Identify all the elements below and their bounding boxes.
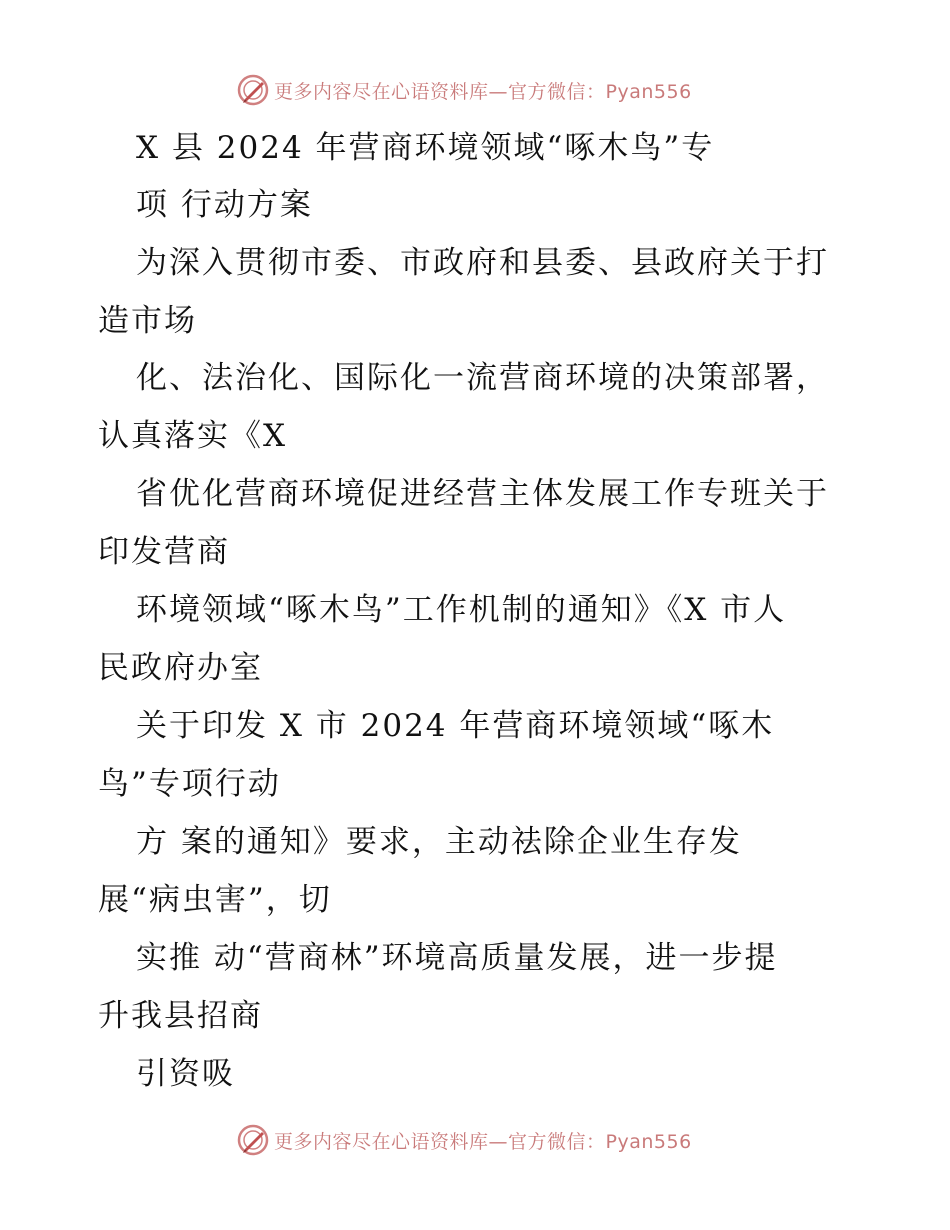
pen-logo-icon bbox=[236, 73, 270, 107]
paragraph-line: 引资吸 bbox=[136, 1056, 235, 1092]
pen-logo-icon bbox=[236, 1123, 270, 1157]
document-title-line: 项 行动方案 bbox=[136, 187, 313, 223]
paragraph-line: 方 案的通知》要求，主动祛除企业生存发 bbox=[136, 824, 742, 860]
document-title-line: X 县 2024 年营商环境领域“啄木鸟”专 bbox=[136, 130, 715, 166]
watermark-text: 更多内容尽在心语资料库—官方微信：Pyan556 bbox=[274, 1130, 692, 1153]
paragraph-line: 关于印发 X 市 2024 年营商环境领域“啄木 bbox=[136, 708, 775, 744]
paragraph-line: 实推 动“营商林”环境高质量发展，进一步提 bbox=[136, 940, 778, 976]
paragraph-line: 造市场 bbox=[98, 303, 197, 339]
paragraph-line: 展“病虫害”，切 bbox=[98, 882, 332, 918]
paragraph-line: 升我县招商 bbox=[98, 998, 263, 1034]
paragraph-line: 化、法治化、国际化一流营商环境的决策部署， bbox=[136, 360, 829, 396]
paragraph-line: 认真落实《X bbox=[98, 418, 288, 454]
paragraph-line: 印发营商 bbox=[98, 534, 230, 570]
watermark-footer bbox=[236, 1122, 692, 1158]
watermark-header bbox=[236, 72, 692, 108]
paragraph-line: 环境领域“啄木鸟”工作机制的通知》《X 市人 bbox=[136, 592, 787, 628]
paragraph-line: 民政府办室 bbox=[98, 650, 263, 686]
paragraph-line: 鸟”专项行动 bbox=[98, 766, 281, 802]
watermark-text: 更多内容尽在心语资料库—官方微信：Pyan556 bbox=[274, 80, 692, 103]
paragraph-line: 省优化营商环境促进经营主体发展工作专班关于 bbox=[136, 476, 829, 512]
paragraph-line: 为深入贯彻市委、市政府和县委、县政府关于打 bbox=[136, 245, 829, 281]
